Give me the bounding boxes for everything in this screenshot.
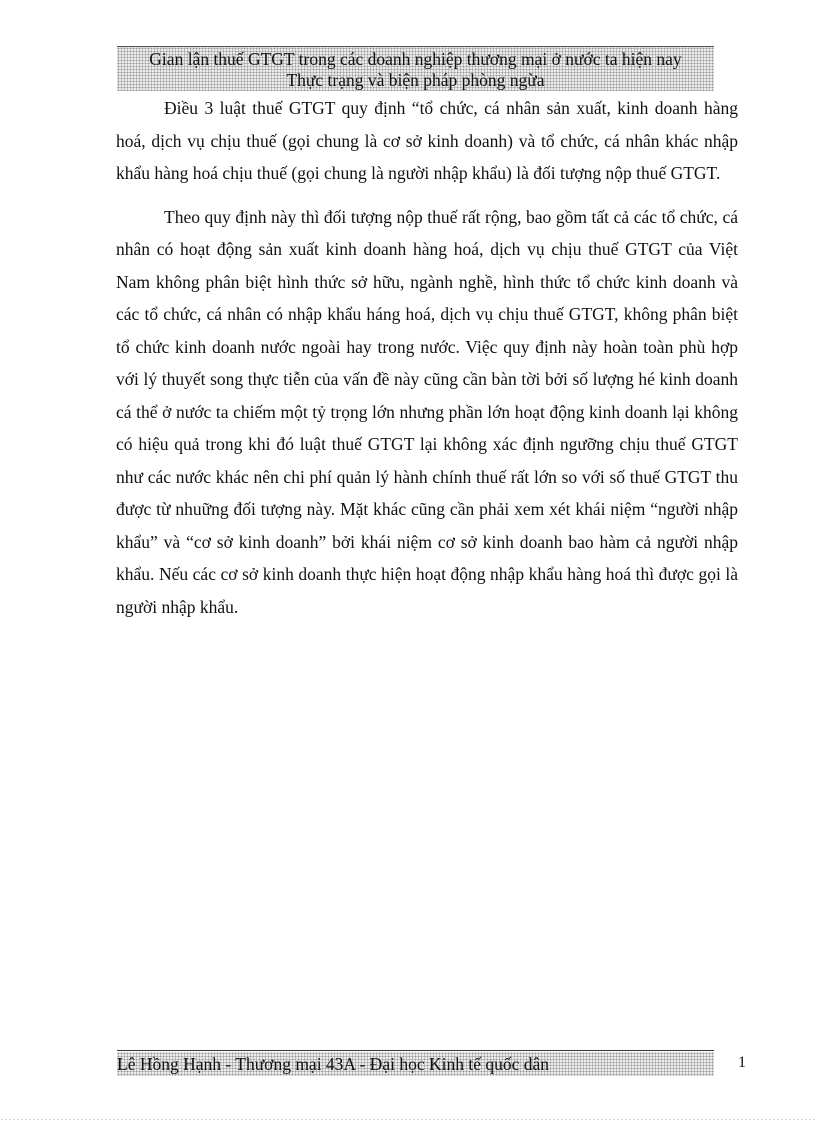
running-footer: [117, 1052, 714, 1076]
body-text: [116, 92, 738, 634]
header-subtitle: Thực trạng và biện pháp phòng ngừa: [286, 70, 545, 90]
footer-rule: [117, 1050, 714, 1051]
header-title: Gian lận thuế GTGT trong các doanh nghiệp thương mại ở nước ta hiện nay: [149, 49, 682, 69]
running-header: [117, 46, 714, 91]
page-number: 1: [738, 1054, 746, 1071]
paragraph-1: Điều 3 luật thuế GTGT quy định “tổ chức, cá nhân sản xuất, kinh doanh hàng hoá, dịch vụ chịu thuế (gọi chung là cơ sở kinh doanh) và tổ chức, cá nhân khác nhập khẩu hàng hoá chịu thuế (gọi chung là người nhập khẩu) là đối tượng nộp thuế GTGT.: [116, 98, 738, 183]
bottom-dotted-border: [0, 1118, 816, 1121]
paragraph-2: Theo quy định này thì đối tượng nộp thuế rất rộng, bao gồm tất cả các tổ chức, cá nhân có hoạt động sản xuất kinh doanh hàng hoá, dịch vụ chịu thuế GTGT của Việt Nam không phân biệt hình thức sở hữu, ngành nghề, hình thức tổ chức kinh doanh và các tổ chức, cá nhân có nhập khẩu háng hoá, dịch vụ chịu thuế GTGT, không phân biệt tổ chức kinh doanh nước ngoài hay trong nước. Việc quy định này hoàn toàn phù hợp với lý thuyết song thực tiễn của vấn đề này cũng cần bàn tời bởi số lượng hé kinh doanh cá thể ở nước ta chiếm một tỷ trọng lớn nhưng phần lớn hoạt động kinh doanh lại không có hiệu quả trong khi đó luật thuế GTGT lại không xác định ngưỡng chịu thuế GTGT như các nước khác nên chi phí quản lý hành chính thuế rất lớn so với số thuế GTGT thu được từ nhuững đối tượng này. Mặt khác cũng cần phải xem xét khái niệm “người nhập khẩu” và “cơ sở kinh doanh” bởi khái niệm cơ sở kinh doanh bao hàm cả người nhập khẩu. Nếu các cơ sở kinh doanh thực hiện hoạt động nhập khẩu hàng hoá thì được gọi là người nhập khẩu.: [116, 206, 738, 617]
footer-author-line: Lê Hồng Hạnh - Thương mại 43A - Đại học Kinh tế quốc dân: [117, 1054, 550, 1074]
